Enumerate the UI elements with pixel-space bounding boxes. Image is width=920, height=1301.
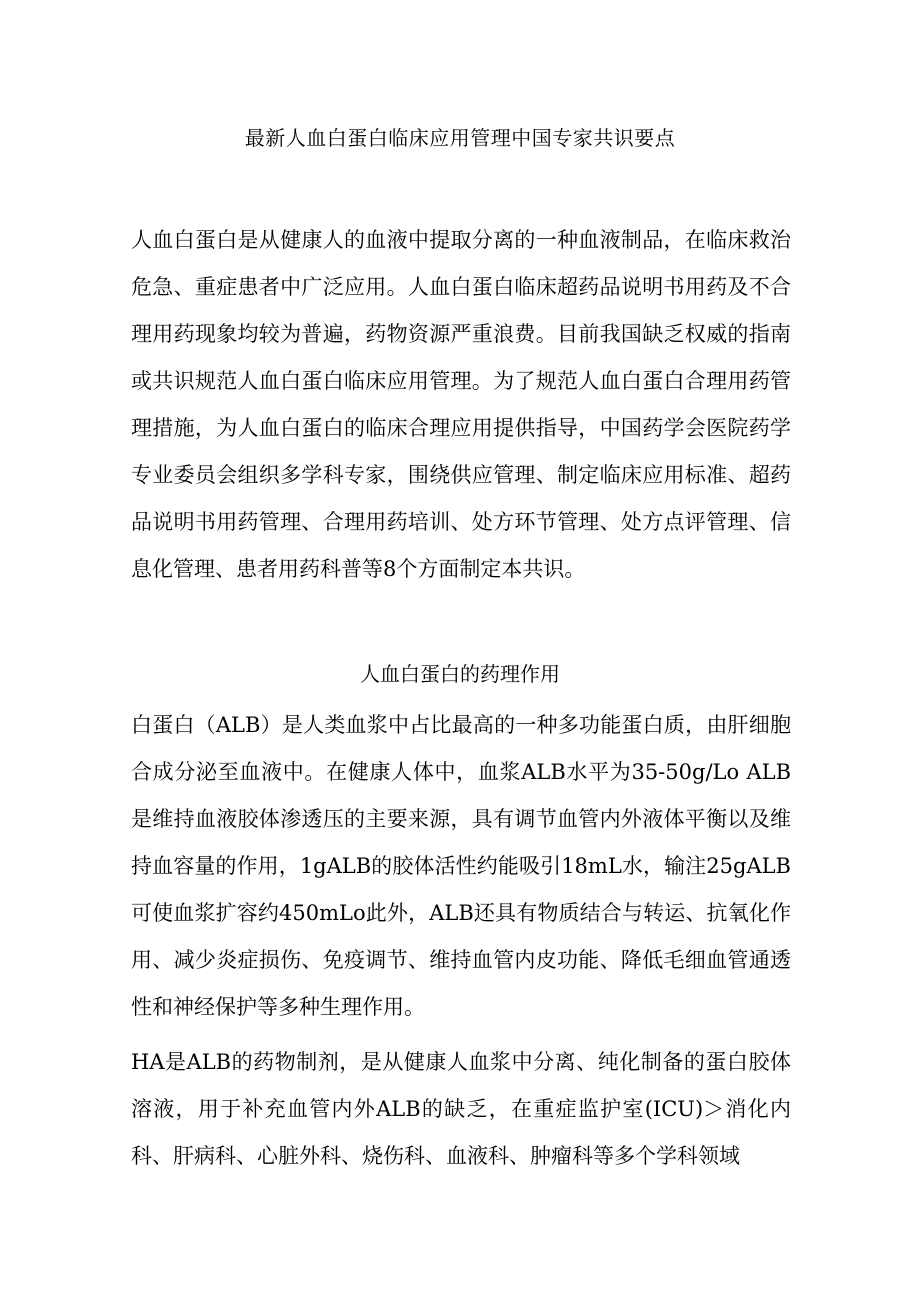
document-title: 最新人血白蛋白临床应用管理中国专家共识要点 (244, 126, 676, 150)
body-paragraph-alb: 白蛋白（ALB）是人类血浆中占比最高的一种多功能蛋白质，由肝细胞合成分泌至血液中。在健康人体中，血浆ALB水平为35-50g/Lo ALB是维持血液胶体渗透压的主要来源，具有调节血管内外液体平衡以及维持血容量的作用，1gALB的胶体活性约能吸引18mL水，输注25gALB可使血浆扩容约450mLo此外，ALB还具有物质结合与转运、抗氧化作用、减少炎症损伤、免疫调节、维持血管内皮功能、降低毛细血管通透性和神经保护等多种生理作用。 (131, 713, 791, 1019)
section-heading: 人血白蛋白的药理作用 (360, 662, 560, 686)
body-paragraph-ha: HA是ALB的药物制剂，是从健康人血浆中分离、纯化制备的蛋白胶体溶液，用于补充血管内外ALB的缺乏，在重症监护室(ICU)＞消化内科、肝病科、心脏外科、烧伤科、血液科、肿瘤科等多个学科领域 (131, 1050, 791, 1168)
intro-paragraph: 人血白蛋白是从健康人的血液中提取分离的一种血液制品，在临床救治危急、重症患者中广泛应用。人血白蛋白临床超药品说明书用药及不合理用药现象均较为普遍，药物资源严重浪费。目前我国缺乏权威的指南或共识规范人血白蛋白临床应用管理。为了规范人血白蛋白合理用药管理措施，为人血白蛋白的临床合理应用提供指导，中国药学会医院药学专业委员会组织多学科专家，围绕供应管理、制定临床应用标准、超药品说明书用药管理、合理用药培训、处方环节管理、处方点评管理、信息化管理、患者用药科普等8个方面制定本共识。 (131, 228, 791, 581)
